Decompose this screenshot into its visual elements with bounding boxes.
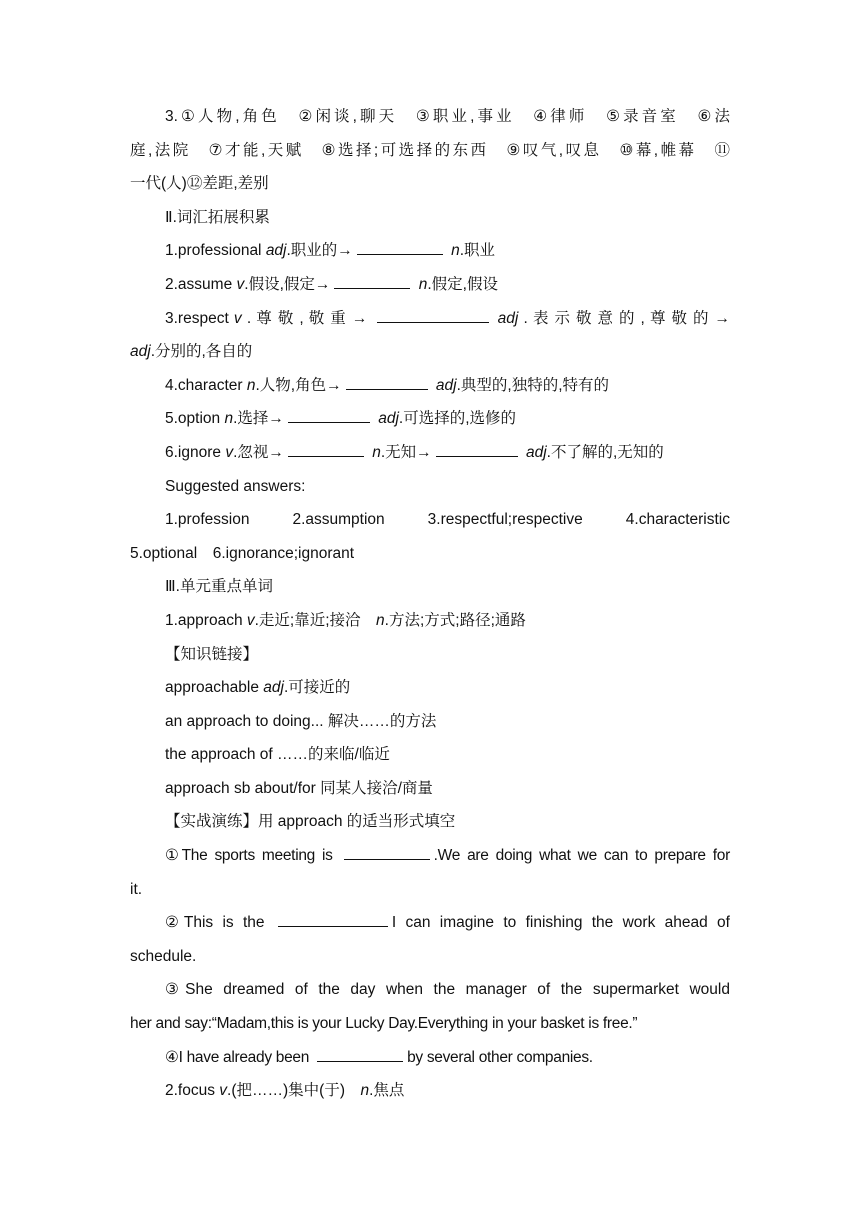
vocab-item-5 [130,402,730,436]
pos: n [372,443,381,461]
pos: v [233,309,242,327]
text: 1.professional [165,242,266,260]
answer-line-3 [130,167,730,201]
pos: adj [130,343,151,361]
question-2 [130,906,730,940]
text: .可选择的,选修的 [398,410,517,428]
knowledge-item-2: an approach to doing... 解决……的方法 [165,712,437,730]
vocab-item-6 [130,436,730,470]
text: .假设,假定→ [244,275,331,293]
text: .(把……)集中(于) [227,1082,361,1100]
question-1-cont: it. [130,880,143,898]
text: 庭,法院 ⑦才能,天赋 ⑧选择;可选择的东西 ⑨叹气,叹息 ⑩幕,帷幕 ⑪ [130,141,730,159]
vocab-item-2 [130,268,730,302]
answers-line-1: 1.profession 2.assumption 3.respectful;respective 4.characteristic [165,511,730,529]
blank [288,440,364,457]
text: by several other companies. [407,1048,593,1066]
text: approachable [165,679,264,697]
text: I can imagine to finishing the work ahead of [391,914,730,932]
text: . 尊 敬 , 敬 重 → [246,309,368,327]
text: ①The sports meeting is [165,847,340,865]
question-3: ③She dreamed of the day when the manager of the supermarket would [165,981,730,999]
text: .分别的,各自的 [150,343,253,361]
vocab-item-3 [130,302,730,336]
text: ②This is the [165,914,274,932]
text: .忽视→ [233,443,284,461]
text: .典型的,独特的,特有的 [456,376,610,394]
text: .方法;方式;路径;通路 [384,611,526,629]
blank [346,373,428,390]
pos: v [219,1082,228,1100]
text: .人物,角色→ [255,376,342,394]
pos: adj [263,679,284,697]
text: 3.①人物,角色 ②闲谈,聊天 ③职业,事业 ④律师 ⑤录音室 ⑥法 [165,108,730,125]
pos: adj [378,410,399,428]
text: .无知→ [380,443,432,461]
knowledge-item-3: the approach of ……的来临/临近 [165,746,390,764]
text: 一代(人)⑫差距,差别 [130,175,269,193]
text: 6.ignore [165,443,226,461]
vocab-item-1 [130,234,730,268]
text: .假定,假设 [427,275,498,293]
blank [334,272,410,289]
blank [288,406,370,423]
text: ④I have already been [165,1048,314,1066]
keyword-approach [130,604,730,638]
pos: v [225,443,234,461]
keyword-focus [130,1074,730,1108]
blank [357,238,443,255]
section-2-title: Ⅱ.词汇拓展积累 [165,208,270,226]
pos: v [246,611,255,629]
pos: n [376,611,385,629]
text: .焦点 [369,1082,405,1100]
pos: v [236,275,245,293]
pos: n [360,1082,370,1100]
document-page [130,100,730,1108]
text: 1.approach [165,611,247,629]
vocab-item-4 [130,369,730,403]
section-3-title: Ⅲ.单元重点单词 [165,578,273,596]
text: 5.option [165,410,225,428]
knowledge-link-heading: 【知识链接】 [165,645,259,663]
text: 3.respect [165,309,234,327]
text: .We are doing what we can to prepare for [433,847,730,865]
blank [278,910,388,927]
knowledge-item-4: approach sb about/for 同某人接洽/商量 [165,779,433,797]
answer-line-1 [130,100,730,134]
pos: n [246,376,256,394]
text: .走近;靠近;接洽 [254,611,377,629]
answer-line-2 [130,134,730,168]
knowledge-item-1 [130,671,730,705]
text: .职业 [459,242,496,260]
text: .可接近的 [283,679,351,697]
blank [436,440,518,457]
text: 2.assume [165,275,237,293]
pos: n [418,275,428,293]
pos: adj [435,376,457,394]
question-3-cont: her and say:“Madam,this is your Lucky Day.Everything in your basket is free.” [130,1015,638,1033]
pos: n [224,410,234,428]
blank [344,843,430,860]
question-1 [130,839,730,873]
pos: adj [497,309,519,327]
question-2-cont: schedule. [130,947,197,965]
pos: adj [265,242,287,260]
question-4 [130,1041,730,1075]
text: .选择→ [233,410,284,428]
pos: adj [525,443,547,461]
answers-line-2: 5.optional 6.ignorance;ignorant [130,544,355,562]
text: . 表 示 敬 意 的 , 尊 敬 的 → [523,309,731,327]
blank [377,306,489,323]
text: .职业的→ [286,242,353,260]
text: 2.focus [165,1082,220,1100]
text: .不了解的,无知的 [546,443,664,461]
blank [317,1045,403,1062]
practice-heading: 【实战演练】用 approach 的适当形式填空 [165,813,456,831]
pos: n [451,242,460,260]
vocab-item-3-cont [130,335,730,369]
text: 4.character [165,376,247,394]
suggested-answers-label: Suggested answers: [165,477,306,495]
